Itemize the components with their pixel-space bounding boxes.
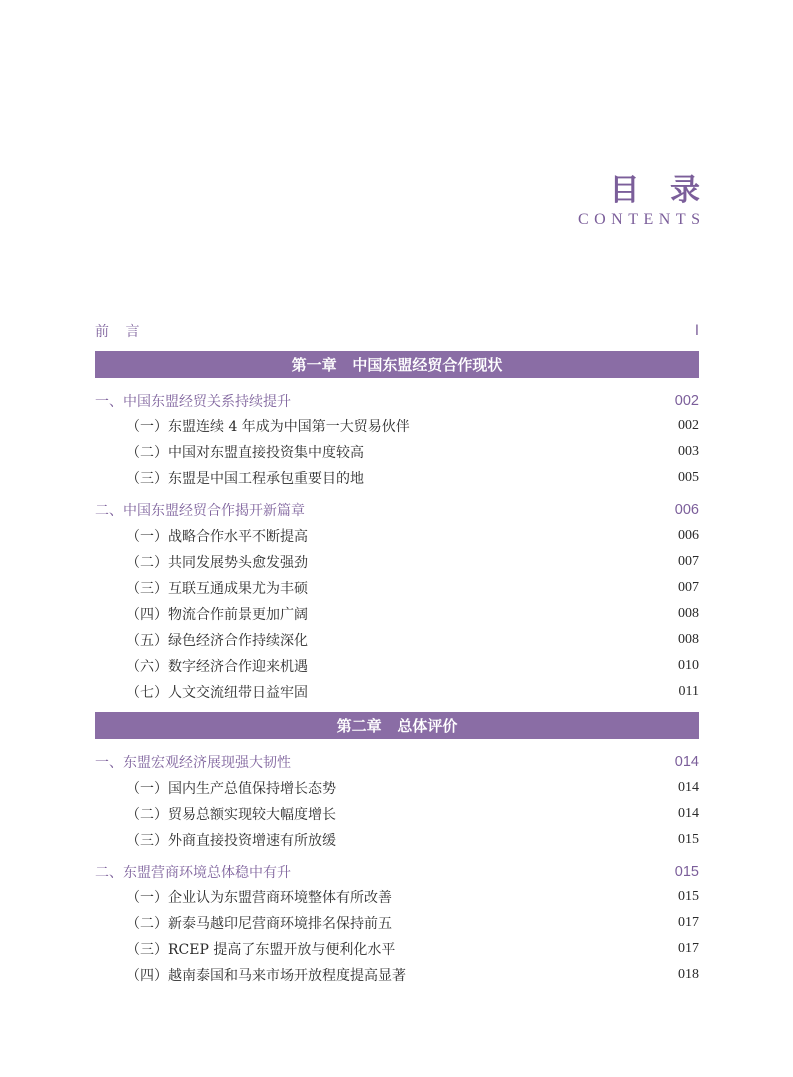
toc-item-page: 014 — [678, 806, 699, 821]
toc-item-label: （一）国内生产总值保持增长态势 — [126, 781, 336, 797]
toc-section-label: 二、中国东盟经贸合作揭开新篇章 — [95, 503, 305, 519]
toc-item[interactable] — [95, 962, 699, 988]
toc-section-label: 二、东盟营商环境总体稳中有升 — [95, 865, 291, 881]
contents-title-english: CONTENTS — [577, 211, 706, 228]
toc-section[interactable] — [95, 497, 699, 523]
toc-item[interactable] — [95, 653, 699, 679]
toc-item-page: 014 — [678, 780, 699, 795]
toc-item[interactable] — [95, 465, 699, 491]
chapter-title: 第二章 总体评价 — [336, 717, 458, 735]
toc-item[interactable] — [95, 910, 699, 936]
toc-item-page: 008 — [678, 606, 699, 621]
chapter-title: 第一章 中国东盟经贸合作现状 — [291, 356, 503, 374]
toc-item-page: 005 — [678, 470, 699, 485]
toc-item-label: （二）共同发展势头愈发强劲 — [126, 555, 308, 571]
toc-item-label: （二）中国对东盟直接投资集中度较高 — [126, 445, 364, 461]
toc-item-page: 018 — [678, 967, 699, 982]
toc-item-page: 006 — [678, 528, 699, 543]
toc-item[interactable] — [95, 549, 699, 575]
toc-item-label: （七）人文交流纽带日益牢固 — [126, 685, 308, 701]
toc-item[interactable] — [95, 439, 699, 465]
contents-title-block — [577, 172, 710, 230]
toc-item-label: （五）绿色经济合作持续深化 — [126, 633, 308, 649]
toc-item[interactable] — [95, 523, 699, 549]
toc-item-label: （四）物流合作前景更加广阔 — [126, 607, 308, 623]
toc-item[interactable] — [95, 679, 699, 705]
toc-section[interactable] — [95, 859, 699, 885]
contents-title-chinese: 目 录 — [609, 173, 710, 208]
toc-item-label: （四）越南泰国和马来市场开放程度提高显著 — [126, 968, 406, 984]
toc-preface[interactable] — [95, 318, 699, 344]
toc-section-page: 002 — [674, 393, 699, 409]
chapter-heading[interactable] — [95, 351, 699, 378]
toc-item[interactable] — [95, 827, 699, 853]
toc-item[interactable] — [95, 575, 699, 601]
toc-item[interactable] — [95, 413, 699, 439]
toc-item-page: 015 — [678, 889, 699, 904]
toc-item-page: 017 — [678, 941, 699, 956]
toc-item-label: （一）战略合作水平不断提高 — [126, 529, 308, 545]
chapter-heading[interactable] — [95, 712, 699, 739]
toc-item-label: （二）贸易总额实现较大幅度增长 — [126, 807, 336, 823]
toc-item[interactable] — [95, 601, 699, 627]
toc-section-page: 006 — [674, 502, 699, 518]
toc-item[interactable] — [95, 884, 699, 910]
toc-item-label: （三）东盟是中国工程承包重要目的地 — [126, 471, 364, 487]
toc-item-label: （二）新泰马越印尼营商环境排名保持前五 — [126, 916, 392, 932]
toc-section[interactable] — [95, 388, 699, 414]
toc-item[interactable] — [95, 775, 699, 801]
toc-section-page: 014 — [674, 754, 699, 770]
toc-item-page: 002 — [678, 418, 699, 433]
toc-item-page: 007 — [678, 580, 699, 595]
toc-item-page: 007 — [678, 554, 699, 569]
toc-item-label: （三）外商直接投资增速有所放缓 — [126, 833, 336, 849]
toc-section-label: 一、中国东盟经贸关系持续提升 — [95, 394, 291, 410]
toc-item-label: （一）企业认为东盟营商环境整体有所改善 — [126, 890, 392, 906]
toc-item-page: 008 — [678, 632, 699, 647]
toc-item-page: 017 — [678, 915, 699, 930]
toc-item[interactable] — [95, 627, 699, 653]
toc-item-page: 011 — [678, 684, 699, 699]
toc-item-page: 003 — [678, 444, 699, 459]
toc-item[interactable] — [95, 801, 699, 827]
toc-preface-label: 前 言 — [95, 324, 146, 340]
toc-item-label: （六）数字经济合作迎来机遇 — [126, 659, 308, 675]
toc-item-label: （三）互联互通成果尤为丰硕 — [126, 581, 308, 597]
toc-preface-page: I — [694, 323, 699, 339]
toc-section-page: 015 — [674, 864, 699, 880]
toc-item-label: （一）东盟连续 4 年成为中国第一大贸易伙伴 — [126, 419, 410, 435]
toc-item-page: 010 — [678, 658, 699, 673]
toc-section[interactable] — [95, 749, 699, 775]
toc-item-label: （三）RCEP 提高了东盟开放与便利化水平 — [126, 942, 396, 958]
toc-item-page: 015 — [678, 832, 699, 847]
toc-item[interactable] — [95, 936, 699, 962]
toc-section-label: 一、东盟宏观经济展现强大韧性 — [95, 755, 291, 771]
